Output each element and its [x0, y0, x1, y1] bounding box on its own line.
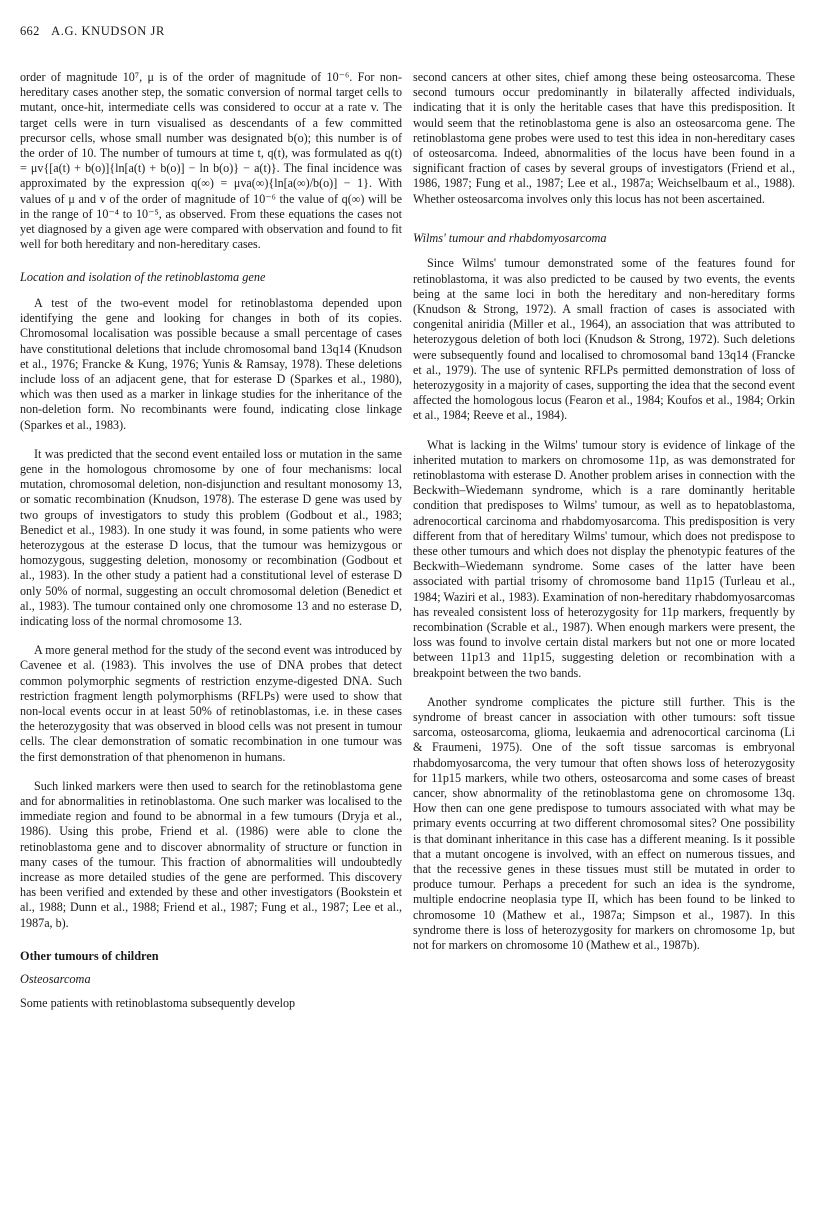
- running-author: A.G. KNUDSON JR: [51, 24, 165, 38]
- left-column: [20, 70, 402, 1011]
- paragraph-two-event-test: A test of the two-event model for retinoblastoma depended upon identifying the gene and looking for changes in both of its copies. Chromosomal localisation was possible because a small percentage of cases have constitutional deletions that include chromosomal band 13q14 (Knudson et al., 1976; Francke & Kung, 1976; Yunis & Ramsay, 1978). These deletions include loss of an adjacent gene, that for esterase D (Sparkes et al., 1980), which was then used as a marker in linkage studies for the inheritance of the non-deletion form. No recombinants were found, indicating close linkage (Sparkes et al., 1983).: [20, 295, 402, 432]
- paragraph-osteosarcoma-start: Some patients with retinoblastoma subsequently develop: [20, 995, 296, 1010]
- paragraph-wilms-two-events: Since Wilms' tumour demonstrated some of the features found for retinoblastoma, it was also predicted to be caused by two events, the events being at the same loci in both the hereditary and non-hereditary forms (Knudson & Strong, 1972). A small fraction of cases is associated with congenital aniridia (Miller et al., 1964), an association that was attributed to heterozygous deletion of both loci (Knudson & Strong, 1972). Such deletions were subsequently found and localised to chromosomal band 13q14 (Francke et al., 1979). The use of syntenic RFLPs permitted demonstration of loss of heterozygosity in a majority of cases, supporting the idea that the second event affected the homologous locus (Fearon et al., 1984; Koufos et al., 1984; Orkin et al., 1984; Reeve et al., 1984).: [413, 256, 795, 423]
- right-column: [413, 70, 795, 953]
- section-heading-other-tumours: Other tumours of children: [20, 948, 159, 963]
- section-heading-wilms: Wilms' tumour and rhabdomyosarcoma: [413, 230, 607, 245]
- paragraph-gene-cloning: Such linked markers were then used to search for the retinoblastoma gene and for abnormalities in retinoblastoma. One such marker was localised to the immediate region and found to be abnormal in a few tumours (Dryja et al., 1986). Using this probe, Friend et al. (1986) were able to clone the retinoblastoma gene and to discover abnormality of structure or function in many cases of the tumour. This fraction of abnormalities will undoubtedly increase as more detailed studies of the gene are performed. This discovery has been verified and extended by these and other investigators (Bookstein et al., 1988; Dunn et al., 1988; Friend et al., 1987; Fung et al., 1987; Lee et al., 1987a, b).: [20, 778, 402, 930]
- paragraph-rflp-method: A more general method for the study of the second event was introduced by Cavenee et al. (1983). This involves the use of DNA probes that detect common polymorphic segments of restriction enzyme-digested DNA. Such restriction fragment length polymorphisms (RFLPs) were used to show that non-local events occur in at least 50% of retinoblastomas, i.e. in these cases the heterozygosity that was observed in blood cells was not present in tumour cells. The clear demonstration of somatic recombination in one tumour was the first demonstration of that phenomenon in humans.: [20, 643, 402, 764]
- paragraph-second-event: It was predicted that the second event entailed loss or mutation in the same gene in the homologous chromosome by one of four mechanisms: local mutation, chromosomal deletion, non-disjunction and resultant monosomy 13, or somatic recombination (Knudson, 1978). The esterase D gene was used by two groups of investigators to study this problem (Godbout et al., 1983; Benedict et al., 1983). In one study it was found, in some patients who were heterozygous at the esterase D locus, that the tumour was hemizygous or homozygous, suggesting deletion, monosomy or recombination (Godbout et al., 1983). In the other study a patient had a constitutional level of esterase D only 50% of normal, suggesting an occult chromosomal deletion (Benedict et al., 1983). The tumour contained only one chromosome 13 and no esterase D, indicating loss of the normal chromosome 13.: [20, 446, 402, 628]
- page-number: 662: [20, 24, 40, 38]
- paragraph-breast-cancer-syndrome: Another syndrome complicates the picture still further. This is the syndrome of breast cancer in association with other tumours: soft tissue sarcoma, osteosarcoma, glioma, leukaemia and adrenocortical carcinoma (Li & Fraumeni, 1975). One of the soft tissue sarcomas is embryonal rhabdomyosarcoma, the very tumour that often shows loss of heterozygosity for 11p15 markers, while two others, osteosarcoma and some cases of breast cancer, show abnormality of the retinoblastoma gene on chromosome 13q. How then can one gene predispose to tumours associated with what may be primary events occurring at two different chromosomal sites? One possibility is that dominant inheritance in this case has a different meaning. Is it possible that a mutant oncogene is involved, with an effect on numerous tissues, and that the recessive genes in these tissues must still be mutated in order to produce tumour. Perhaps a precedent for such an idea is the syndrome, multiple endocrine neoplasia type II, which has been found to be linked to chromosome 10 (Mathew et al., 1987a; Simpson et al., 1987). In this syndrome there is loss of heterozygosity for markers on chromosome 1p, but not for markers on chromosome 10 (Mathew et al., 1987b).: [413, 694, 795, 953]
- paragraph-wilms-linkage: What is lacking in the Wilms' tumour story is evidence of linkage of the inherited mutation to markers on chromosome 11p, as was demonstrated for retinoblastoma with esterase D. Another problem arises in connection with the Beckwith–Wiedemann syndrome, which is a rare dominantly heritable condition that predisposes to Wilms' tumour, as well as to hepatoblastoma, adrenocortical carcinoma and rhabdomyosarcoma. This predisposition is very different from that of hereditary Wilms' tumour, which does not predispose to these other tumours and which does not display the phenotypic features of the Beckwith–Wiedemann syndrome. Some cases of the latter have been associated with partial trisomy of chromosome band 11p15 (Turleau et al., 1984; Waziri et al., 1983). Examination of non-hereditary rhabdomyosarcomas has revealed consistent loss of heterozygosity for 11p markers, frequently by recombination (Scrable et al., 1987). When enough markers were present, the loss was found to involve certain distal markers but not one or more located between 11p13 and 11p15, suggesting deletion or recombination with a breakpoint between the two bands.: [413, 437, 795, 680]
- section-heading-location: Location and isolation of the retinoblastoma gene: [20, 270, 266, 285]
- paragraph-osteosarcoma-continued: second cancers at other sites, chief among these being osteosarcoma. These second tumours occur predominantly in bilaterally affected individuals, indicating that it is only the heritable cases that have this predisposition. It would seem that the retinoblastoma gene is also an osteosarcoma gene. The retinoblastoma gene probes were used to test this idea in non-hereditary cases of osteosarcoma. Indeed, abnormalities of the locus have been found in a significant fraction of cases by several groups of investigators (Friend et al., 1986, 1987; Fung et al., 1987; Lee et al., 1987a; Weichselbaum et al., 1988). Whether osteosarcoma involves only this locus has not been ascertained.: [413, 70, 795, 206]
- paragraph-model-equations: order of magnitude 10⁷, μ is of the order of magnitude of 10⁻⁶. For non-hereditary cases another step, the somatic conversion of normal target cells to mutant, once-hit, intermediate cells was considered to occur at a rate v. The target cells were in turn visualised as descendants of a few committed precursor cells, whose small number was designated b(o); this number is of the order of 10. The number of tumours at time t, q(t), was formulated as q(t) = μv{[a(t) + b(o)]{ln[a(t) + b(o)] − ln b(o)} − a(t)}. The final incidence was approximated by the expression q(∞) = μva(∞){ln[a(∞)/b(o)] − 1}. With values of μ and v of the order of magnitude of 10⁻⁶ the value of q(∞) will be in the range of 10⁻⁴ to 10⁻⁵, as observed. From these equations the cases not yet diagnosed by a given age were compared with observation and found to fit well for both hereditary and non-hereditary cases.: [20, 70, 402, 252]
- subsection-heading-osteosarcoma: Osteosarcoma: [20, 972, 91, 987]
- running-header: [20, 24, 165, 39]
